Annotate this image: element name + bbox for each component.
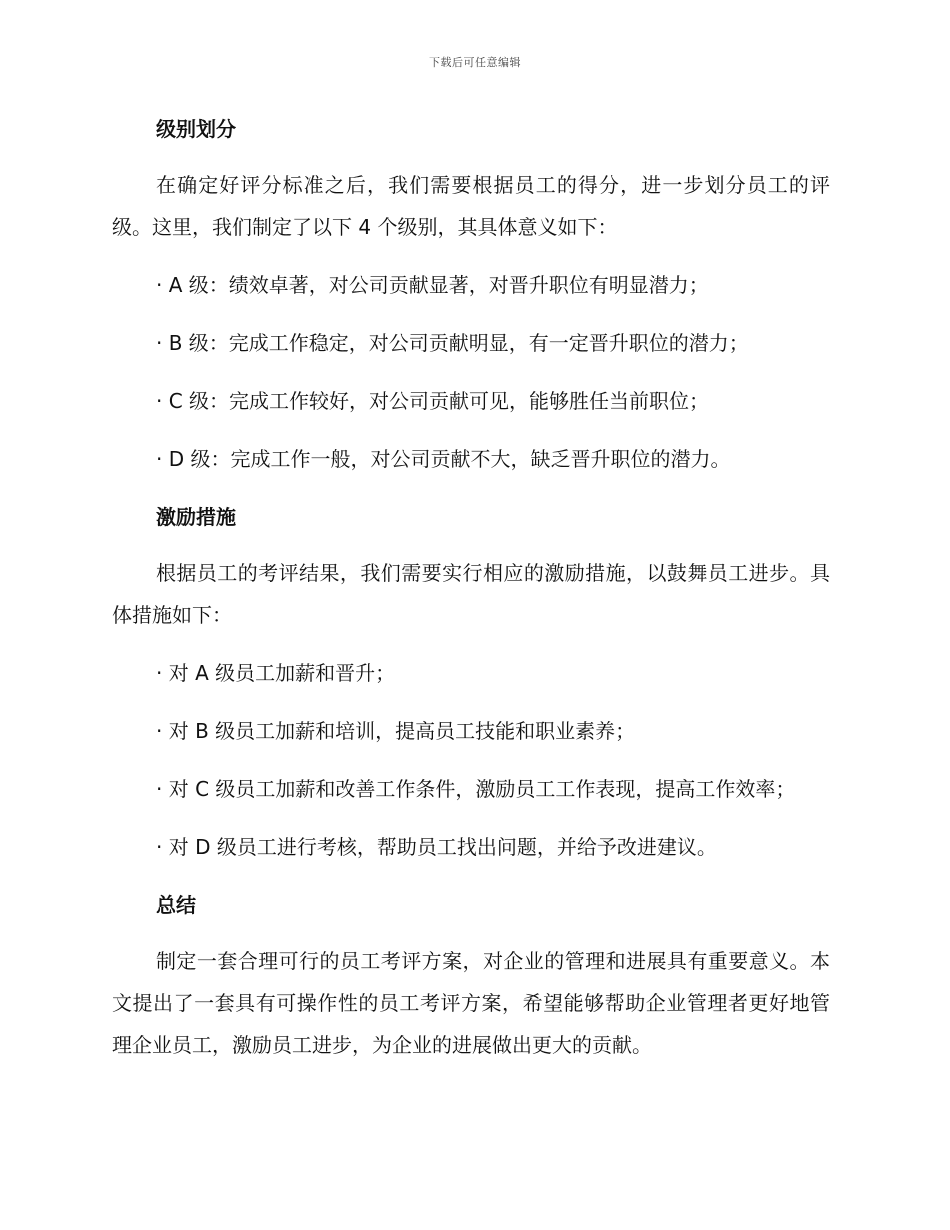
section-intro: 制定一套合理可行的员工考评方案，对企业的管理和进展具有重要意义。本文提出了一套具有可操作性的员工考评方案，希望能够帮助企业管理者更好地管理企业员工，激励员工进步，为企业的进展做出更大的贡献。 xyxy=(112,949,830,1057)
list-item: · B 级：完成工作稳定，对公司贡献明显，有一定晋升职位的潜力； xyxy=(156,331,749,355)
section-intro: 在确定好评分标准之后，我们需要根据员工的得分，进一步划分员工的评级。这里，我们制定了以下 4 个级别，其具体意义如下： xyxy=(112,173,830,239)
list-item: · D 级：完成工作一般，对公司贡献不大，缺乏晋升职位的潜力。 xyxy=(156,447,731,471)
section-intro: 根据员工的考评结果，我们需要实行相应的激励措施，以鼓舞员工进步。具体措施如下： xyxy=(112,561,830,627)
list-item: · A 级：绩效卓著，对公司贡献显著，对晋升职位有明显潜力； xyxy=(156,273,709,297)
list-item: · 对 B 级员工加薪和培训，提高员工技能和职业素养； xyxy=(156,719,636,743)
list-item: · 对 C 级员工加薪和改善工作条件，激励员工工作表现，提高工作效率； xyxy=(156,777,796,801)
page-header-note: 下载后可任意编辑 xyxy=(429,56,521,69)
section-incentives xyxy=(112,496,830,868)
section-title: 总结 xyxy=(156,893,196,917)
section-summary xyxy=(112,884,830,1066)
section-level-division xyxy=(112,108,830,480)
list-item: · 对 A 级员工加薪和晋升； xyxy=(156,661,396,685)
list-item: · C 级：完成工作较好，对公司贡献可见，能够胜任当前职位； xyxy=(156,389,710,413)
section-title: 级别划分 xyxy=(156,117,236,141)
document-body xyxy=(112,108,830,1082)
section-title: 激励措施 xyxy=(156,505,236,529)
list-item: · 对 D 级员工进行考核，帮助员工找出问题，并给予改进建议。 xyxy=(156,835,717,859)
